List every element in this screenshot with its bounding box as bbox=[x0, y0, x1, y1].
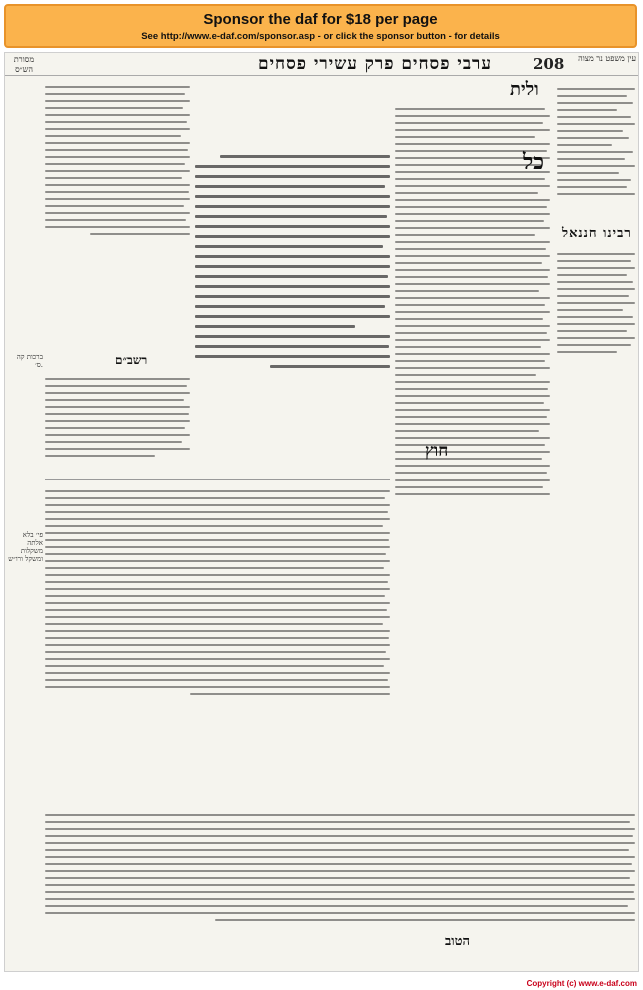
tosafot-heading-kol: כל bbox=[523, 149, 545, 175]
rashbam-continuation bbox=[45, 485, 390, 700]
rashbam-heading: רשב״ם bbox=[115, 353, 148, 367]
page-number: 208 bbox=[533, 55, 565, 73]
talmud-page-scan bbox=[4, 52, 639, 972]
masoret-label: מסורת הש״ס bbox=[13, 55, 35, 74]
bottom-heading-hatov: הטוב bbox=[445, 934, 470, 949]
gemara-column bbox=[195, 148, 390, 375]
side-note-berachot: ברכות קה ס׳. bbox=[16, 353, 43, 369]
tosafot-heading-velit: ולית bbox=[510, 79, 539, 100]
rashbam-column-top bbox=[45, 81, 190, 240]
bottom-commentary bbox=[45, 809, 635, 926]
rashbam-column-mid bbox=[45, 373, 190, 462]
ein-mishpat-label: עין משפט נר מצוה bbox=[578, 54, 636, 63]
sponsor-button[interactable] bbox=[4, 4, 637, 48]
rabbeinu-chananel-heading: רבינו חננאל bbox=[562, 226, 632, 241]
section-divider bbox=[45, 479, 390, 480]
side-note-lower: פי׳ בלא אלתה משקלות ומשקל ורו״ש bbox=[8, 531, 43, 563]
rabbeinu-chananel-text bbox=[557, 248, 635, 358]
tosafot-heading-chutz: חוץ bbox=[425, 441, 449, 461]
sponsor-details-link[interactable]: See http://www.e-daf.com/sponsor.asp - or click the sponsor button - for details bbox=[141, 31, 500, 42]
sponsor-title[interactable]: Sponsor the daf for $18 per page bbox=[203, 11, 438, 28]
tractate-title: ערבי פסחים פרק עשירי פסחים bbox=[257, 54, 492, 74]
ein-mishpat-column bbox=[557, 83, 635, 200]
copyright-notice: Copyright (c) www.e-daf.com bbox=[526, 979, 637, 988]
